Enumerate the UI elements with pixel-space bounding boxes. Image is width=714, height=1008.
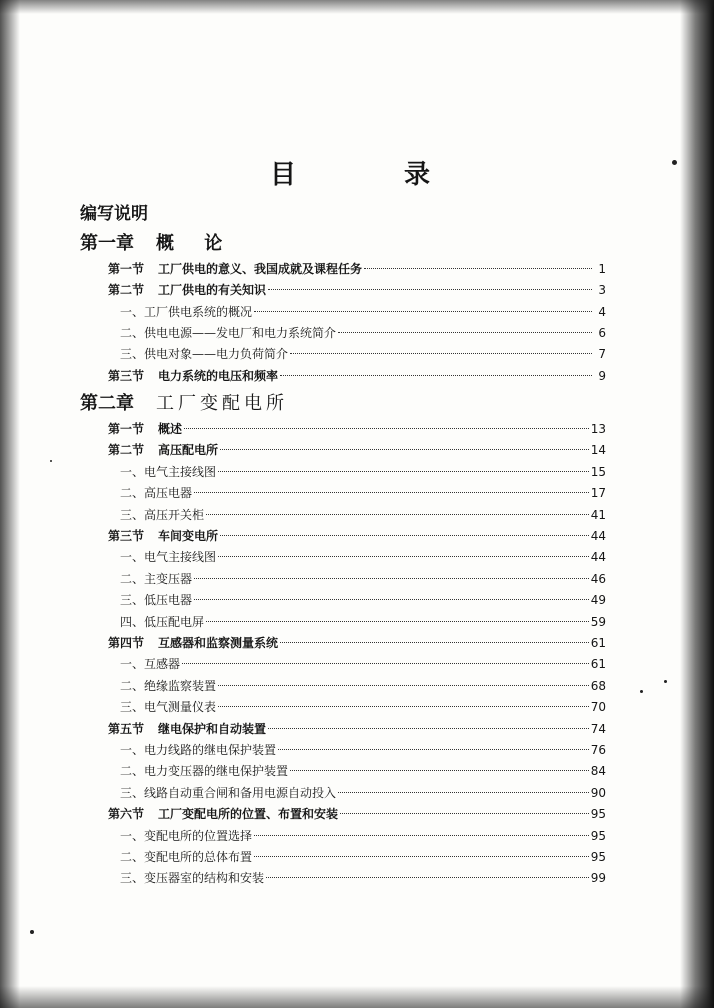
toc-subsection-entry — [120, 344, 606, 364]
entry-title: 三、变压器室的结构和安装 — [120, 871, 265, 886]
scan-speck — [50, 460, 52, 462]
toc-section-entry — [108, 804, 606, 824]
entry-label — [120, 302, 252, 322]
entry-title: 三、高压开关柜 — [120, 507, 205, 522]
entry-label — [120, 783, 336, 803]
dot-leader — [194, 578, 589, 579]
entry-title: 一、电气主接线图 — [120, 464, 217, 479]
page-number: 1 — [598, 262, 606, 276]
entry-title: 四、低压配电屏 — [120, 614, 205, 629]
section-number: 第五节 — [108, 721, 145, 736]
page-number: 59 — [590, 614, 606, 629]
entry-label — [120, 868, 264, 888]
chapter-title: 工厂变配电所 — [156, 393, 288, 414]
dot-leader — [182, 663, 589, 664]
dot-leader — [220, 449, 589, 450]
toc-subsection-entry — [120, 569, 606, 589]
entry-label — [120, 547, 216, 567]
entry-label — [120, 569, 192, 589]
entry-title: 概述 — [158, 422, 183, 436]
entry-title: 二、主变压器 — [120, 571, 193, 586]
entry-title: 车间变电所 — [158, 529, 219, 543]
toc-section-entry — [108, 366, 606, 386]
toc-subsection-entry — [120, 323, 606, 343]
page-number: 44 — [590, 550, 606, 565]
toc-section-entry — [108, 259, 606, 279]
dot-leader — [218, 556, 589, 557]
dot-leader — [364, 268, 592, 269]
chapter-heading-1 — [80, 232, 234, 256]
entry-title: 工厂变配电所的位置、布置和安装 — [158, 807, 339, 822]
toc-subsection-entry — [120, 676, 606, 696]
entry-title: 三、低压电器 — [120, 593, 193, 608]
toc-subsection-entry — [120, 590, 606, 610]
scan-speck — [664, 680, 667, 683]
toc-subsection-entry — [120, 740, 606, 760]
entry-title: 二、变配电所的总体布置 — [120, 850, 253, 864]
entry-label — [108, 440, 218, 460]
toc-section-entry — [108, 419, 606, 439]
dot-leader — [290, 770, 589, 771]
dot-leader — [218, 685, 589, 686]
toc-subsection-entry — [120, 612, 606, 632]
scan-speck — [640, 690, 643, 693]
dot-leader — [194, 599, 589, 600]
section-number: 第二节 — [108, 283, 145, 298]
entry-title: 互感器和监察测量系统 — [158, 636, 279, 650]
dot-leader — [254, 835, 589, 836]
page-number: 61 — [590, 657, 606, 672]
entry-title: 一、工厂供电系统的概况 — [120, 304, 253, 319]
dot-leader — [280, 375, 592, 376]
entry-label — [120, 676, 216, 696]
entry-label — [108, 804, 338, 824]
page-number: 99 — [590, 871, 606, 886]
dot-leader — [278, 749, 589, 750]
entry-label — [120, 654, 180, 674]
entry-label — [108, 633, 278, 653]
entry-label — [120, 483, 192, 503]
dot-leader — [268, 289, 592, 290]
toc-section-entry — [108, 280, 606, 300]
toc-subsection-entry — [120, 462, 606, 482]
section-number: 第二节 — [108, 443, 145, 458]
toc-section-entry — [108, 719, 606, 739]
chapter-number: 第一章 — [80, 233, 134, 254]
entry-label — [108, 719, 266, 739]
toc-subsection-entry — [120, 847, 606, 867]
page-number: 14 — [590, 443, 606, 458]
entry-title: 一、变配电所的位置选择 — [120, 828, 253, 843]
entry-label — [108, 259, 362, 279]
entry-title: 继电保护和自动装置 — [158, 721, 267, 736]
page-number: 84 — [590, 764, 606, 779]
toc-subsection-entry — [120, 505, 606, 525]
page-number: 70 — [590, 700, 606, 715]
title-char-left: 目 — [270, 160, 297, 190]
entry-title: 二、高压电器 — [120, 486, 193, 501]
scan-shadow-left — [0, 0, 20, 1008]
entry-title: 高压配电所 — [158, 443, 219, 458]
dot-leader — [194, 492, 589, 493]
entry-label — [108, 526, 218, 546]
toc-subsection-entry — [120, 826, 606, 846]
section-number: 第四节 — [108, 636, 145, 650]
toc-subsection-entry — [120, 483, 606, 503]
toc-section-entry — [108, 526, 606, 546]
entry-title: 电力系统的电压和频率 — [158, 368, 279, 383]
section-number: 第六节 — [108, 807, 145, 822]
scan-shadow-top — [0, 0, 714, 14]
entry-label — [108, 419, 182, 439]
page-number: 6 — [598, 325, 606, 340]
dot-leader — [220, 535, 589, 536]
toc-subsection-entry — [120, 761, 606, 781]
toc-subsection-entry — [120, 654, 606, 674]
dot-leader — [280, 642, 589, 643]
page-number: 3 — [598, 283, 606, 298]
title-char-right: 录 — [403, 160, 430, 190]
scan-speck — [672, 160, 677, 165]
section-number: 第三节 — [108, 529, 145, 543]
preface-entry: 编写说明 — [80, 204, 148, 224]
entry-title: 一、电气主接线图 — [120, 550, 217, 565]
page-number: 61 — [590, 636, 606, 650]
page-number: 90 — [590, 785, 606, 800]
page-number: 49 — [590, 593, 606, 608]
entry-title: 一、电力线路的继电保护装置 — [120, 743, 277, 757]
entry-label — [108, 280, 266, 300]
toc-subsection-entry — [120, 697, 606, 717]
page-number: 76 — [590, 743, 606, 757]
entry-title: 三、线路自动重合闸和备用电源自动投入 — [120, 785, 337, 800]
entry-label — [120, 761, 288, 781]
entry-label — [120, 847, 252, 867]
page-number: 9 — [598, 368, 606, 383]
section-number: 第三节 — [108, 368, 145, 383]
dot-leader — [340, 813, 589, 814]
toc-subsection-entry — [120, 783, 606, 803]
entry-label — [120, 323, 336, 343]
scan-shadow-right — [680, 0, 714, 1008]
toc-subsection-entry — [120, 302, 606, 322]
entry-title: 一、互感器 — [120, 657, 181, 672]
entry-label — [120, 344, 288, 364]
toc-subsection-entry — [120, 547, 606, 567]
dot-leader — [218, 471, 589, 472]
entry-title: 工厂供电的有关知识 — [158, 283, 267, 298]
page-number: 7 — [598, 347, 606, 362]
page-number: 17 — [590, 486, 606, 501]
entry-title: 二、供电电源——发电厂和电力系统简介 — [120, 325, 337, 340]
page-number: 15 — [590, 464, 606, 479]
toc-subsection-entry — [120, 868, 606, 888]
page-number: 4 — [598, 304, 606, 319]
dot-leader — [266, 877, 589, 878]
page-number: 44 — [590, 529, 606, 543]
dot-leader — [184, 428, 589, 429]
page-number: 46 — [590, 571, 606, 586]
entry-label — [120, 740, 276, 760]
entry-title: 三、供电对象——电力负荷简介 — [120, 347, 289, 362]
chapter-title: 概 论 — [156, 233, 235, 254]
entry-label — [120, 826, 252, 846]
entry-label — [120, 462, 216, 482]
dot-leader — [218, 706, 589, 707]
entry-label — [120, 590, 192, 610]
entry-title: 三、电气测量仪表 — [120, 700, 217, 715]
dot-leader — [338, 792, 589, 793]
section-number: 第一节 — [108, 262, 145, 276]
dot-leader — [338, 332, 592, 333]
page-number: 74 — [590, 721, 606, 736]
dot-leader — [290, 353, 592, 354]
toc-section-entry — [108, 633, 606, 653]
dot-leader — [268, 728, 589, 729]
chapter-heading-2 — [80, 392, 288, 416]
dot-leader — [206, 621, 589, 622]
chapter-number: 第二章 — [80, 393, 134, 414]
page-number: 95 — [590, 828, 606, 843]
page-number: 95 — [590, 850, 606, 864]
entry-label — [120, 697, 216, 717]
entry-label — [120, 505, 204, 525]
entry-label — [108, 366, 278, 386]
page-number: 41 — [590, 507, 606, 522]
section-number: 第一节 — [108, 422, 145, 436]
entry-label — [120, 612, 204, 632]
dot-leader — [206, 514, 589, 515]
page-number: 68 — [590, 678, 606, 693]
page-title — [270, 160, 430, 190]
page-number: 13 — [590, 422, 606, 436]
entry-title: 工厂供电的意义、我国成就及课程任务 — [158, 262, 363, 276]
page-number: 95 — [590, 807, 606, 822]
dot-leader — [254, 311, 592, 312]
dot-leader — [254, 856, 589, 857]
entry-title: 二、电力变压器的继电保护装置 — [120, 764, 289, 779]
entry-title: 二、绝缘监察装置 — [120, 678, 217, 693]
toc-section-entry — [108, 440, 606, 460]
scan-speck — [30, 930, 34, 934]
scan-shadow-bottom — [0, 986, 714, 1008]
